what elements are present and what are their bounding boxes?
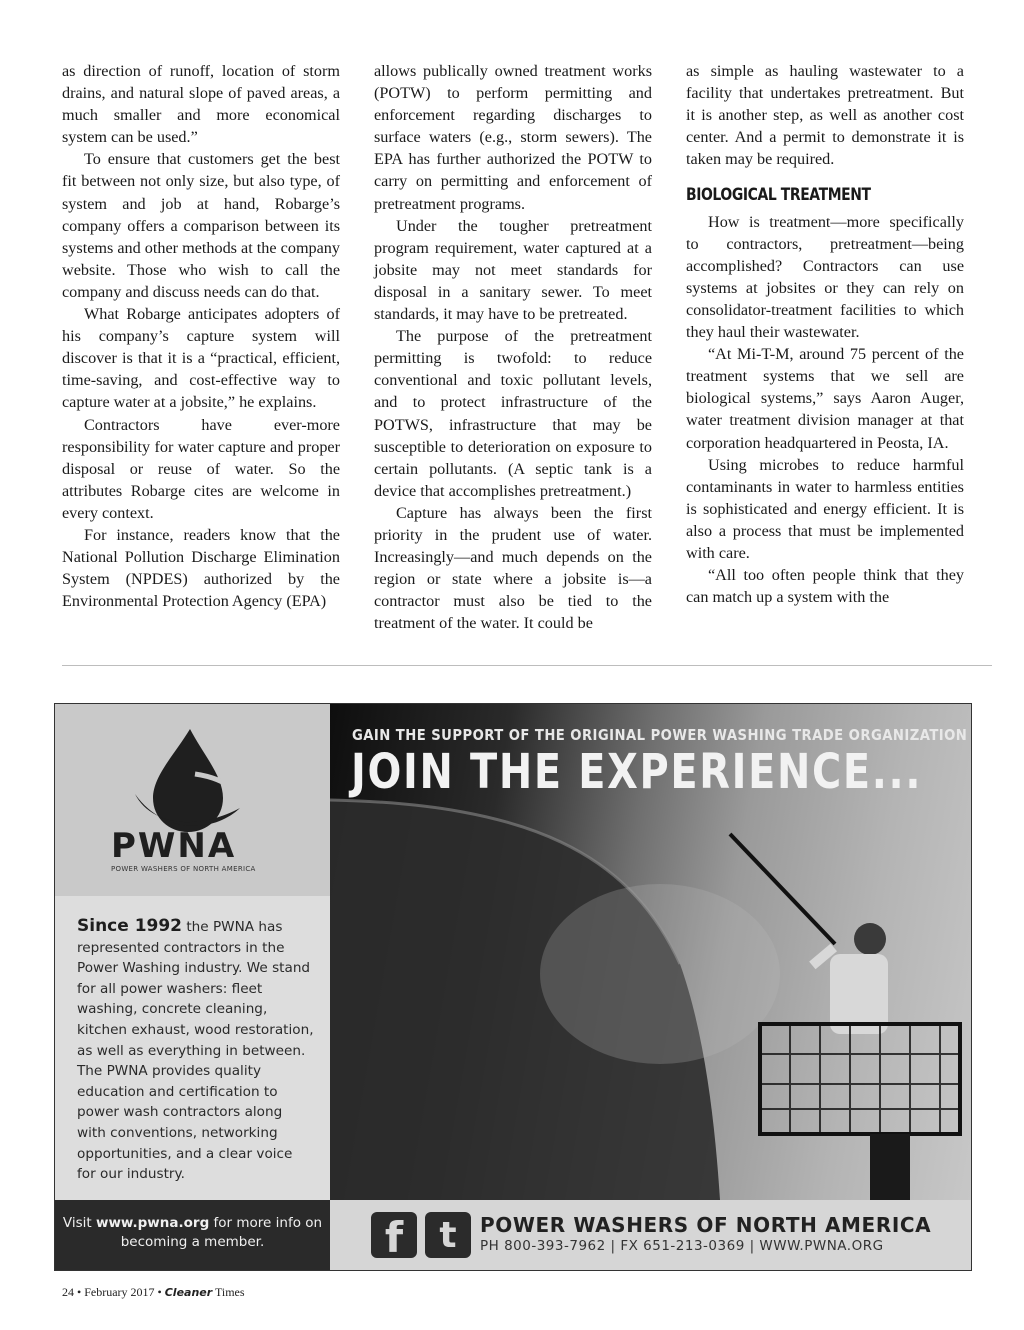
paragraph: “At Mi-T-M, around 75 percent of the treatment systems that we sell are biological systems,” says Aaron Auger, water treatment division manager at that corporation headquartered in Peosta, IA. [686,345,964,452]
logo-area [55,704,330,896]
footer-magazine-rest: Times [212,1285,245,1299]
paragraph: as simple as hauling wastewater to a facility that undertakes pretreatment. But it is another step, as well as another cost center. And a permit to demonstrate it is taken may be required. [686,62,964,169]
ad-eyebrow: GAIN THE SUPPORT OF THE ORIGINAL POWER WASHING TRADE ORGANIZATION [352,726,968,744]
ad-description-text: the PWNA has represented contractors in the Power Washing industry. We stand for all power washers: fleet washing, concrete cleaning, kitchen exhaust, wood restoration, as well as everything in between. The PWNA provides quality education and certification to power wash contractors along with conventions, networking opportunities, and a clear voice for our industry. [77,919,314,1183]
paragraph: Using microbes to reduce harmful contaminants in water to harmless entities is sophisticated and energy efficient. It is also a process that must be implemented with care. [686,455,964,562]
paragraph: What Robarge anticipates adopters of his company’s capture system will discover is that it is a “practical, efficient, time-saving, and cost-effective way to capture water at a jobsite,” he explains. [62,305,340,412]
paragraph: To ensure that customers get the best fit between not only size, but also type, of system and job at hand, Robarge’s company offers a comparison between its systems and other methods at the company website. Those who wish to call the company and discuss needs can do that. [62,150,340,301]
visit-suffix: for more info on becoming a member. [120,1215,323,1250]
article-column-1 [62,60,340,612]
paragraph: The purpose of the pretreatment permitting is twofold: to reduce conventional and toxic pollutant levels, and to protect infrastructure of the POTWS, infrastructure that may be susceptible to deterioration on exposure to certain pollutants. (A septic tank is a device that accomplishes pretreatment.) [374,327,652,500]
visit-prefix: Visit [62,1215,96,1231]
article-column-2 [374,60,652,634]
pwna-logo-subtitle: POWER WASHERS OF NORTH AMERICA [111,865,256,873]
paragraph: allows publically owned treatment works (POTW) to perform permitting and enforcement regarding discharges to surface waters (e.g., storm sewers). The EPA has further authorized the POTW to carry on permitting and enforcement of pretreatment programs. [374,62,652,213]
visit-text [55,1214,330,1252]
paragraph: “All too often people think that they can match up a system with the [686,566,964,607]
divider [62,665,992,666]
paragraph: How is treatment—more specifically to contractors, pretreatment—being accomplished? Contractors can use systems at jobsites or they can rely on consolidator-treatment facilities to which they haul their wastewater. [686,212,964,342]
footer-page-date: 24 • February 2017 • [62,1285,165,1299]
paragraph: Contractors have ever-more responsibility for water capture and proper disposal or reuse of water. So the attributes Robarge cites are welcome in every context. [62,415,340,522]
ad-description [77,916,315,1185]
organization-name: POWER WASHERS OF NORTH AMERICA [480,1213,932,1237]
page-footer [62,1285,245,1300]
footer-magazine-italic: Cleaner [164,1286,213,1299]
ad-headline: JOIN THE EXPERIENCE... [351,744,923,800]
facebook-icon[interactable]: f [371,1212,417,1258]
paragraph: Under the tougher pretreatment program requirement, water captured at a jobsite may not meet standards for disposal in a sanitary sewer. To meet standards, it may have to be pretreated. [374,216,652,324]
article-column-3 [686,60,964,608]
paragraph: Capture has always been the first priority in the prudent use of water. Increasingly—and much depends on the region or state where a jobsite is—a contractor must also be tied to the treatment of the water. It could be [374,503,652,633]
paragraph: For instance, readers know that the National Pollution Discharge Elimination System (NPDES) authorized by the Environmental Protection Agency (EPA) [62,525,340,611]
organization-contact: PH 800-393-7962 | FX 651-213-0369 | WWW.PWNA.ORG [480,1238,884,1254]
paragraph: as direction of runoff, location of storm drains, and natural slope of paved areas, a much smaller and more economical system can be used.” [62,62,340,147]
website-link[interactable]: www.pwna.org [95,1215,210,1231]
pwna-advertisement [54,703,972,1271]
twitter-icon[interactable]: t [425,1212,471,1258]
since-1992: Since 1992 [77,916,183,936]
pwna-logo-text: PWNA [111,826,237,866]
section-heading: BIOLOGICAL TREATMENT [686,185,871,206]
